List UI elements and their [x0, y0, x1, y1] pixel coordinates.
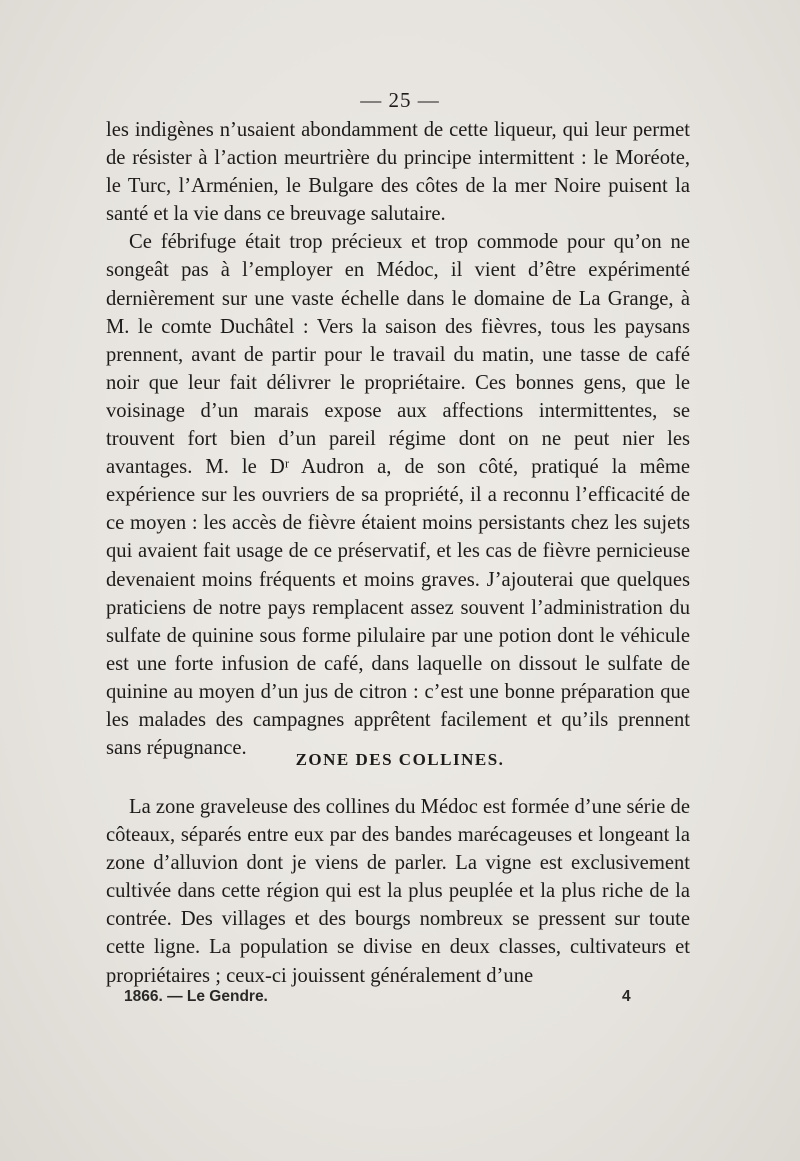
- paragraph: La zone graveleuse des collines du Médoc est formée d’une série de côteaux, séparés entre eux par des bandes marécageuses et longeant la zone d’alluvion dont je viens de parler. La vigne est exclusivement cultivée dans cette région qui est la plus peuplée et la plus riche de la contrée. Des villages et des bourgs nombreux se pressent sur toute cette ligne. La population se divise en deux classes, cultivateurs et propriétaires ; ceux-ci jouissent généralement d’une: [106, 796, 690, 987]
- paragraph: les indigènes n’usaient abondamment de cette liqueur, qui leur permet de résister à l’action meurtrière du principe intermittent : le Moréote, le Turc, l’Arménien, le Bulgare des côtes de la mer Noire puisent la santé et la vie dans ce breuvage salutaire.: [106, 119, 690, 226]
- body-text-top: [106, 116, 690, 762]
- body-text-bottom: [106, 793, 690, 990]
- paragraph: Ce fébrifuge était trop précieux et trop commode pour qu’on ne songeât pas à l’employer en Médoc, il vient d’être expérimenté dernièrement sur une vaste échelle dans le domaine de La Grange, à M. le comte Duchâtel : Vers la saison des fièvres, tous les paysans prennent, avant de partir pour le travail du matin, une tasse de café noir que leur fait délivrer le propriétaire. Ces bonnes gens, que le voisinage d’un marais expose aux affections intermittentes, se trouvent fort bien d’un pareil régime dont on ne peut nier les avantages. M. le Dʳ Audron a, de son côté, pratiqué la même expérience sur les ouvriers de sa propriété, il a reconnu l’efficacité de ce moyen : les accès de fièvre étaient moins persistants chez les sujets qui avaient fait usage de ce préservatif, et les cas de fièvre pernicieuse devenaient moins fréquents et moins graves. J’ajouterai que quelques praticiens de notre pays remplacent assez souvent l’administration du sulfate de quinine sous forme pilulaire par une potion dont le véhicule est une forte infusion de café, dans laquelle on dissout le sulfate de quinine au moyen d’un jus de citron : c’est une bonne préparation que les malades des campagnes apprêtent facilement et qu’ils prennent sans répugnance.: [106, 231, 690, 760]
- page-number: — 25 —: [360, 88, 440, 112]
- sheet-number: 4: [622, 988, 631, 1005]
- section-heading: ZONE DES COLLINES.: [295, 750, 505, 769]
- printer-signature: 1866. — Le Gendre.: [124, 988, 268, 1005]
